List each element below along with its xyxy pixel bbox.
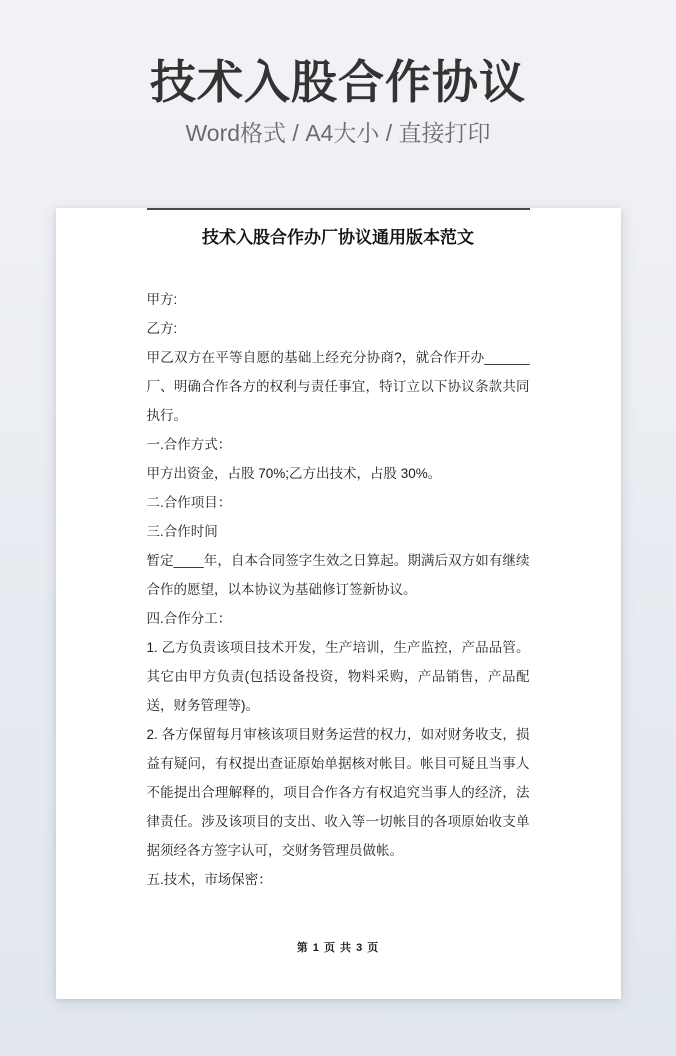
document-paragraph: 一.合作方式：: [146, 437, 232, 452]
page-title: 技术入股合作协议: [150, 56, 526, 108]
document-paragraph: 2. 各方保留每月审核该项目财务运营的权力，如对财务收支，损益有疑问，有权提出查证原始单据核对帐目。帐目可疑且当事人不能提出合理解释的，项目合作各方有权追究当事人的经济，法律责任。涉及该项目的支出、收入等一切帐目的各项原始收支单据须经各方签字认可，交财务管理员做帐。: [146, 727, 530, 858]
document-header-rule: [147, 208, 530, 210]
document-paragraph: 二.合作项目：: [146, 495, 232, 510]
page-number: 第 1 页 共 3 页: [296, 942, 380, 954]
page-subtitle: Word格式 / A4大小 / 直接打印: [185, 120, 491, 146]
document-paragraph: 1. 乙方负责该项目技术开发，生产培训，生产监控，产品品管。其它由甲方负责(包括设备投资，物料采购，产品销售，产品配送，财务管理等)。: [146, 640, 530, 713]
document-paragraph: 乙方:: [146, 321, 178, 336]
document-paragraph: 三.合作时间: [146, 524, 218, 539]
document-paragraph: 甲乙双方在平等自愿的基础上经充分协商?，就合作开办______厂、明确合作各方的权利与责任事宜，特订立以下协议条款共同执行。: [146, 350, 530, 423]
document-paragraph: 甲方出资金，占股 70%;乙方出技术，占股 30%。: [146, 466, 442, 481]
document-body: [147, 285, 530, 894]
document-page-inner: [56, 208, 621, 894]
document-page: [56, 208, 621, 999]
document-paragraph: 五.技术，市场保密：: [146, 872, 272, 887]
document-paragraph: 四.合作分工：: [146, 611, 232, 626]
document-title: 技术入股合作办厂协议通用版本范文: [202, 228, 474, 247]
document-paragraph: 甲方:: [146, 292, 178, 307]
document-paragraph: 暂定____年，自本合同签字生效之日算起。期满后双方如有继续合作的愿望，以本协议为基础修订签新协议。: [146, 553, 530, 597]
banner: [0, 0, 676, 148]
